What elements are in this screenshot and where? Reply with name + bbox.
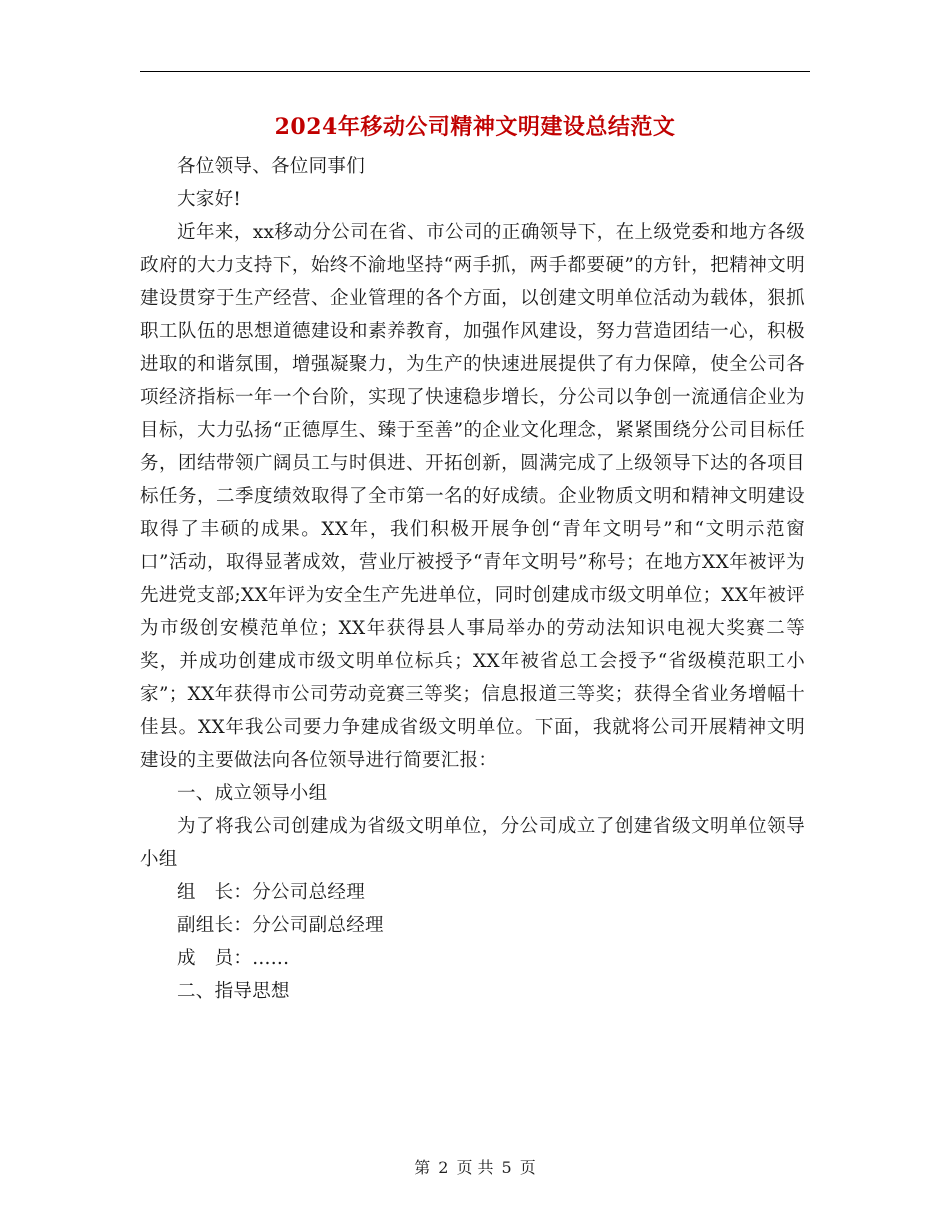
members-line: 成 员：...... xyxy=(177,948,290,969)
paragraph-hello: 大家好! xyxy=(177,189,242,210)
paragraph-greeting: 各位领导、各位同事们 xyxy=(177,156,366,177)
document-title: 2024年移动公司精神文明建设总结范文 xyxy=(274,114,676,140)
header-rule xyxy=(140,71,810,72)
section-heading-1: 一、成立领导小组 xyxy=(177,783,328,804)
footer-middle: 页 共 xyxy=(456,1158,494,1177)
footer-page-number: 2 xyxy=(438,1158,449,1177)
deputy-leader-line: 副组长：分公司副总经理 xyxy=(177,915,384,936)
paragraph-leadership: 为了将我公司创建成为省级文明单位，分公司成立了创建省级文明单位领导小组 xyxy=(140,816,805,870)
document-body xyxy=(140,150,805,1008)
section-heading-2: 二、指导思想 xyxy=(177,981,290,1002)
footer-prefix: 第 xyxy=(414,1158,431,1177)
page-footer xyxy=(0,1155,950,1178)
paragraph-main: 近年来，xx移动分公司在省、市公司的正确领导下，在上级党委和地方各级政府的大力支持下，始终不渝地坚持“两手抓，两手都要硬”的方针，把精神文明建设贯穿于生产经营、企业管理的各个方面，以创建文明单位活动为载体，狠抓职工队伍的思想道德建设和素养教育，加强作风建设，努力营造团结一心，积极进取的和谐氛围，增强凝聚力，为生产的快速进展提供了有力保障，使全公司各项经济指标一年一个台阶，实现了快速稳步增长，分公司以争创一流通信企业为目标，大力弘扬“正德厚生、臻于至善”的企业文化理念，紧紧围绕分公司目标任务，团结带领广阔员工与时俱进、开拓创新，圆满完成了上级领导下达的各项目标任务，二季度绩效取得了全市第一名的好成绩。企业物质文明和精神文明建设取得了丰硕的成果。XX年，我们积极开展争创“青年文明号”和“文明示范窗口”活动，取得显著成效，营业厅被授予“青年文明号”称号；在地方XX年被评为先进党支部;XX年评为安全生产先进单位，同时创建成市级文明单位；XX年被评为市级创安模范单位；XX年获得县人事局举办的劳动法知识电视大奖赛二等奖，并成功创建成市级文明单位标兵；XX年被省总工会授予“省级模范职工小家”；XX年获得市公司劳动竞赛三等奖；信息报道三等奖；获得全省业务增幅十佳县。XX年我公司要力争建成省级文明单位。下面，我就将公司开展精神文明建设的主要做法向各位领导进行简要汇报： xyxy=(140,222,805,771)
footer-suffix: 页 xyxy=(519,1158,536,1177)
footer-total-pages: 5 xyxy=(501,1158,512,1177)
leader-line: 组 长：分公司总经理 xyxy=(177,882,366,903)
